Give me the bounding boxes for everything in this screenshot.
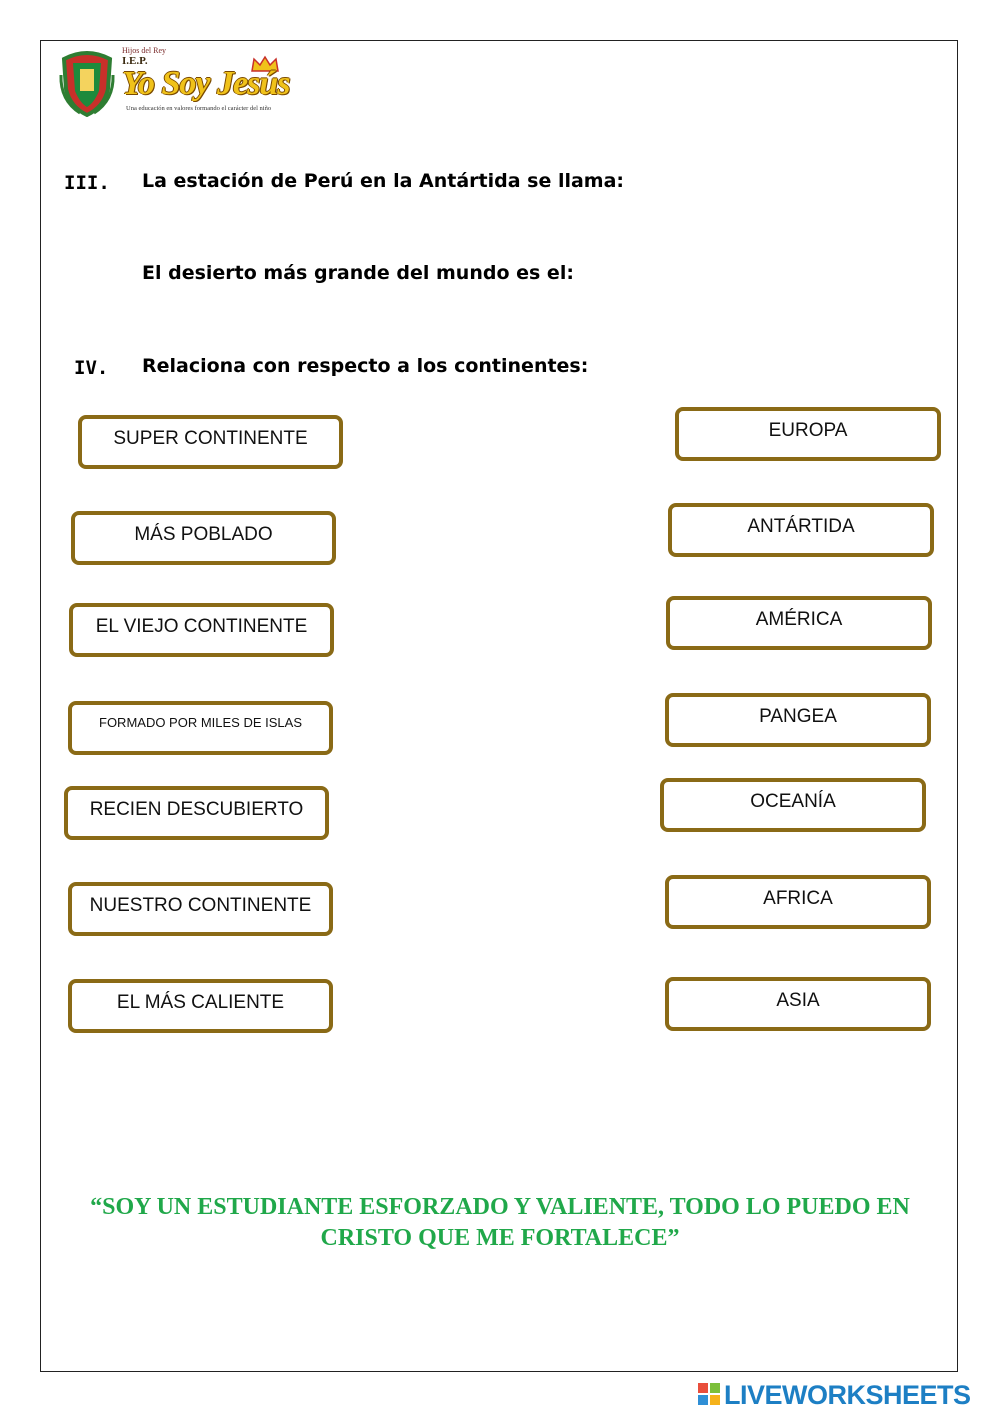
match-right-box[interactable]: AMÉRICA bbox=[666, 596, 932, 650]
motto-text: “SOY UN ESTUDIANTE ESFORZADO Y VALIENTE, TODO LO PUEDO EN CRISTO QUE ME FORTALECE” bbox=[90, 1194, 910, 1251]
match-right-box[interactable]: PANGEA bbox=[665, 693, 931, 747]
logo-tagline: Una educación en valores formando el carácter del niño bbox=[126, 105, 272, 112]
match-left-box[interactable]: EL MÁS CALIENTE bbox=[68, 979, 333, 1033]
match-right-box[interactable]: OCEANÍA bbox=[660, 778, 926, 832]
match-left-box[interactable]: EL VIEJO CONTINENTE bbox=[69, 603, 334, 657]
liveworksheets-watermark bbox=[698, 1380, 998, 1408]
logo-school-type: I.E.P. bbox=[122, 55, 148, 67]
match-right-box[interactable]: ASIA bbox=[665, 977, 931, 1031]
match-left-box[interactable]: SUPER CONTINENTE bbox=[78, 415, 343, 469]
logo-school-name: Yo Soy Jesús bbox=[122, 65, 290, 102]
school-crest-icon bbox=[58, 45, 116, 117]
question-number: III. bbox=[64, 172, 110, 194]
match-left-box[interactable]: NUESTRO CONTINENTE bbox=[68, 882, 333, 936]
liveworksheets-logo-icon bbox=[698, 1383, 720, 1405]
match-right-box[interactable]: EUROPA bbox=[675, 407, 941, 461]
school-logo bbox=[58, 45, 328, 125]
question-text: La estación de Perú en la Antártida se llama: bbox=[142, 170, 625, 192]
liveworksheets-label: LIVEWORKSHEETS bbox=[724, 1380, 971, 1410]
question-text: Relaciona con respecto a los continentes: bbox=[142, 355, 589, 377]
match-left-box[interactable]: FORMADO POR MILES DE ISLAS bbox=[68, 701, 333, 755]
match-right-box[interactable]: ANTÁRTIDA bbox=[668, 503, 934, 557]
match-left-box[interactable]: RECIEN DESCUBIERTO bbox=[64, 786, 329, 840]
match-right-box[interactable]: AFRICA bbox=[665, 875, 931, 929]
logo-top-line: Hijos del Rey bbox=[122, 46, 166, 55]
question-text: El desierto más grande del mundo es el: bbox=[142, 262, 574, 284]
question-number: IV. bbox=[74, 357, 109, 379]
match-left-box[interactable]: MÁS POBLADO bbox=[71, 511, 336, 565]
